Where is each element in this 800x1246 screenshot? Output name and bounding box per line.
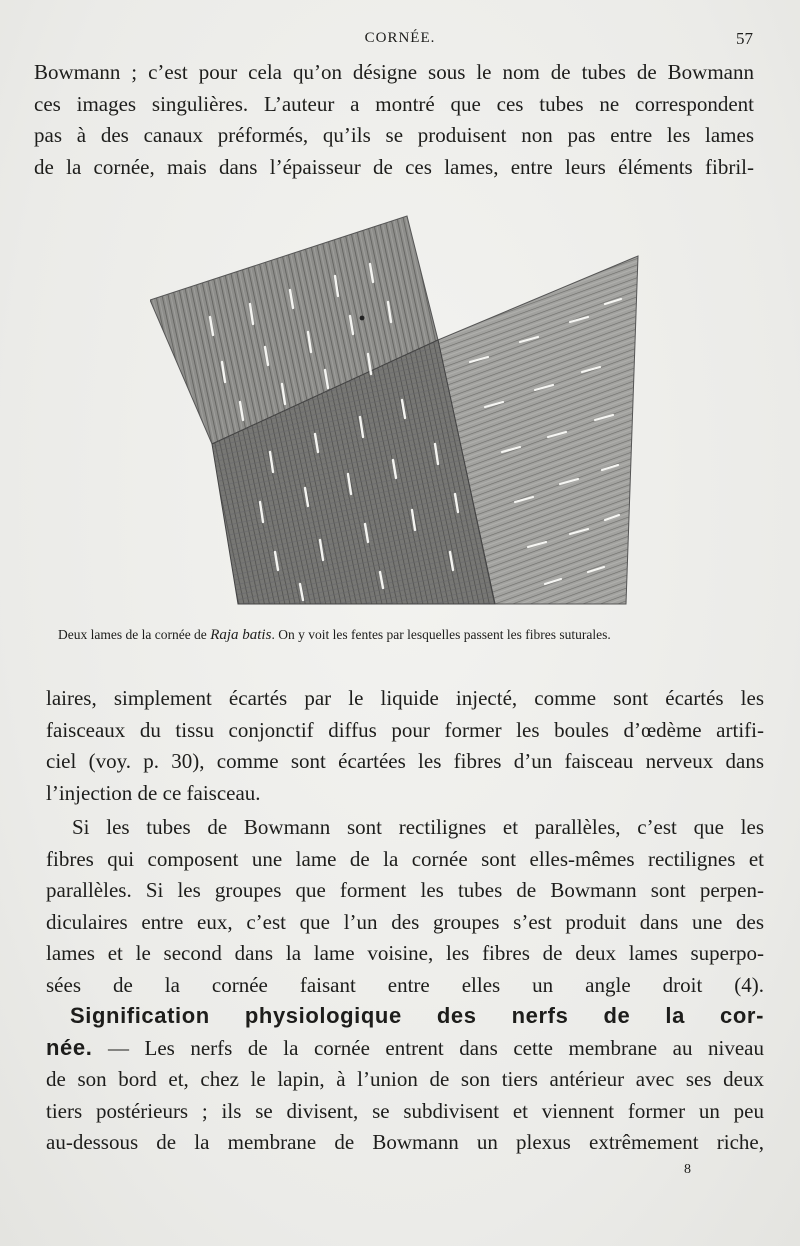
text-line: diculaires entre eux, c’est que l’un des groupes s’est produit dans une des [46, 909, 764, 934]
section-paragraph [46, 1000, 764, 1159]
text-line: Si les tubes de Bowmann sont rectilignes et parallèles, c’est que les [72, 815, 764, 839]
text-line: sées de la cornée faisant entre elles un angle droit (4). [46, 972, 764, 997]
text-line: faisceaux du tissu conjonctif diffus pour former les boules d’œdème artifi- [46, 717, 764, 742]
text-run: — Les nerfs de la cornée entrent dans cette membrane au niveau [92, 1035, 764, 1060]
text-line: au-dessous de la membrane de Bowmann un plexus extrêmement riche, [46, 1130, 764, 1154]
text-line: fibres qui composent une lame de la cornée sont elles-mêmes rectilignes et [46, 846, 764, 871]
heading-continuation-line [46, 1032, 764, 1065]
section-heading: Signification physiologique des nerfs de la cor- [70, 1003, 764, 1028]
paragraph [46, 812, 764, 1001]
signature-mark: 8 [684, 1162, 691, 1177]
text-line: parallèles. Si les groupes que forment les tubes de Bowmann sont perpen- [46, 878, 764, 902]
text-line: laires, simplement écartés par le liquide injecté, comme sont écartés les [46, 686, 764, 710]
page-number: 57 [736, 29, 753, 48]
paragraph-continuation [34, 57, 754, 183]
text-line: tiers postérieurs ; ils se divisent, se subdivisent et viennent former un peu [46, 1098, 764, 1123]
text-line: l’injection de ce faisceau. [46, 780, 261, 805]
caption-text-end: . On y voit les fentes par lesquelles passent les fibres suturales. [271, 627, 611, 642]
text-line: de son bord et, chez le lapin, à l’union de son tiers antérieur avec ses deux [46, 1067, 764, 1091]
cornea-lamellae-engraving [150, 212, 640, 608]
text-line: ces images singulières. L’auteur a montré que ces tubes ne correspondent [34, 91, 754, 116]
running-header: CORNÉE. [364, 30, 436, 46]
text-line: de la cornée, mais dans l’épaisseur de ces lames, entre leurs éléments fibril- [34, 154, 754, 179]
text-line: ciel (voy. p. 30), comme sont écartées les fibres d’un faisceau nerveux dans [46, 749, 764, 773]
text-line: Bowmann ; c’est pour cela qu’on désigne sous le nom de tubes de Bowmann [34, 60, 754, 84]
text-line: lames et le second dans la lame voisine, les fibres de deux lames superpo- [46, 941, 764, 965]
figure-caption [58, 627, 758, 644]
text-line: pas à des canaux préformés, qu’ils se produisent non pas entre les lames [34, 123, 754, 147]
caption-species: Raja batis [210, 627, 272, 643]
section-heading-end: née. [46, 1034, 93, 1060]
caption-text: Deux lames de la cornée de [58, 627, 211, 642]
paragraph [46, 683, 764, 809]
